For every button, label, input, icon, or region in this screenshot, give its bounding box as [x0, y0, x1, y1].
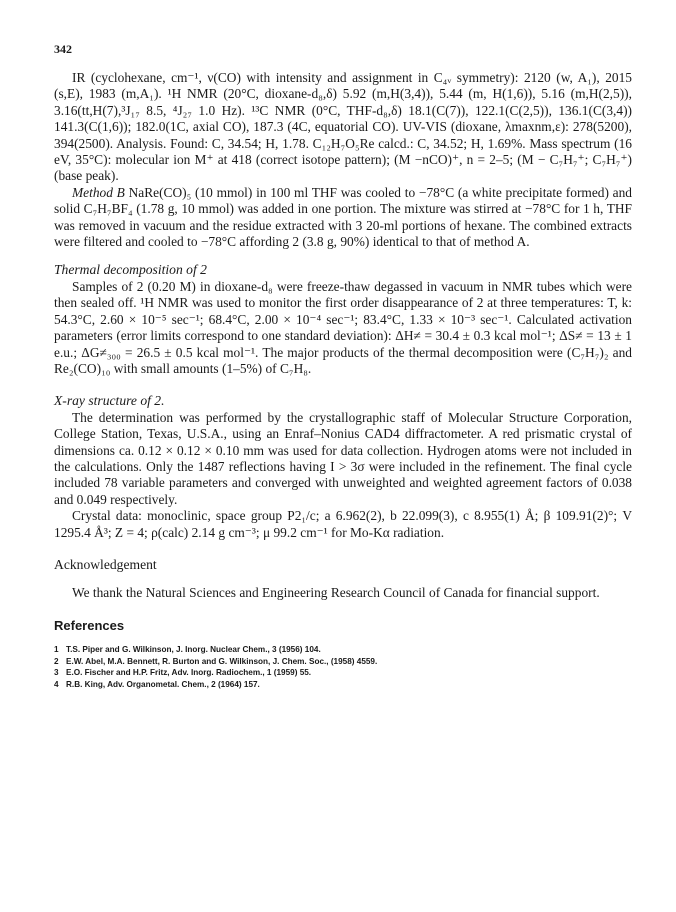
reference-number: 4 — [54, 679, 59, 689]
reference-item — [54, 656, 632, 668]
reference-text: T.S. Piper and G. Wilkinson, J. Inorg. Nuclear Chem., 3 (1956) 104. — [66, 645, 321, 655]
xray-structure-paragraph: The determination was performed by the crystallographic staff of Molecular Structure Corporation, College Station, Texas, U.S.A., using an Enraf–Nonius CAD4 diffractometer. A red prismatic crystal of dimensions ca. 0.12 × 0.12 × 0.10 mm was used for data collection. Hydrogen atoms were not included in the calculations. Only the 1487 reflections having I > 3σ were included in the refinement. The final cycle included 78 variable parameters and converged with unweighted and weighted agreement factors of 0.038 and 0.049 respectively. — [54, 409, 632, 507]
reference-text: E.W. Abel, M.A. Bennett, R. Burton and G. Wilkinson, J. Chem. Soc., (1958) 4559. — [66, 656, 378, 666]
reference-number: 2 — [54, 656, 59, 666]
article-body — [54, 70, 632, 691]
reference-item — [54, 667, 632, 679]
references-heading: References — [54, 617, 125, 633]
spectroscopy-paragraph: IR (cyclohexane, cm⁻¹, ν(CO) with intensity and assignment in C₄ᵥ symmetry): 2120 (w, A₁), 2015 (s,E), 1983 (m,A₁). ¹H NMR (20°C, dioxane-d₈,δ) 5.92 (m,H(3,4)), 5.44 (m, H(1,6)), 5.16 (m,H(2,5)), 3.16(tt,H(7),³J₁₇ 8.5, ⁴J₂₇ 1.0 Hz). ¹³C NMR (0°C, THF-d₈,δ) 18.1(C(7)), 122.1(C(2,5)), 136.1(C(3,4)) 141.3(C(1,6)); 182.0(1C, axial CO), 187.3 (4C, equatorial CO). UV-VIS (dioxane, λmaxnm,ε): 278(5200), 394(2500). Analysis. Found: C, 34.54; H, 1.78. C₁₂H₇O₅Re calcd.: C, 34.52; H, 1.69%. Mass spectrum (16 eV, 35°C): molecular ion M⁺ at 418 (correct isotope pattern); (M −nCO)⁺, n = 2–5; (M − C₇H₇⁺; C₇H₇⁺) (base peak). — [54, 70, 632, 184]
reference-item — [54, 679, 632, 691]
page-number: 342 — [54, 42, 72, 56]
method-b-paragraph — [54, 185, 632, 251]
xray-structure-heading: X-ray structure of 2. — [54, 393, 165, 409]
reference-text: E.O. Fischer and H.P. Fritz, Adv. Inorg. Radiochem., 1 (1959) 55. — [66, 668, 312, 678]
reference-item — [54, 644, 632, 656]
acknowledgement-text: We thank the Natural Sciences and Engineering Research Council of Canada for financial support. — [72, 585, 600, 601]
reference-list — [54, 644, 632, 690]
thermal-decomposition-heading: Thermal decomposition of 2 — [54, 262, 207, 278]
reference-number: 1 — [54, 645, 59, 655]
reference-number: 3 — [54, 668, 59, 678]
method-b-label: Method B — [72, 184, 125, 200]
method-b-text: NaRe(CO)₅ (10 mmol) in 100 ml THF was cooled to −78°C (a white precipitate formed) and solid C₇H₇BF₄ (1.78 g, 10 mmol) was added in one portion. The mixture was stirred at −78°C for 1 h, THF was removed in vacuum and the residue extracted with 3 20-ml portions of hexane. The combined extracts were filtered and cooled to −78°C affording 2 (3.8 g, 90%) identical to that of method A. — [54, 184, 632, 250]
thermal-decomposition-paragraph: Samples of 2 (0.20 M) in dioxane-d₈ were freeze-thaw degassed in vacuum in NMR tubes which were then sealed off. ¹H NMR was used to monitor the first order disappearance of 2 at three temperatures: T, k: 54.3°C, 2.60 × 10⁻⁵ sec⁻¹; 68.4°C, 2.00 × 10⁻⁴ sec⁻¹; 83.4°C, 1.33 × 10⁻³ sec⁻¹. Calculated activation parameters (error limits correspond to one standard deviation): ΔH≠ = 30.4 ± 0.3 kcal mol⁻¹; ΔS≠ = 13 ± 1 e.u.; ΔG≠₃₀₀ = 26.5 ± 0.5 kcal mol⁻¹. The major products of the thermal decomposition were (C₇H₇)₂ and Re₂(CO)₁₀ with small amounts (1–5%) of C₇H₈. — [54, 278, 632, 376]
acknowledgement-heading: Acknowledgement — [54, 556, 157, 572]
reference-text: R.B. King, Adv. Organometal. Chem., 2 (1964) 157. — [66, 679, 260, 689]
crystal-data-paragraph: Crystal data: monoclinic, space group P2₁/c; a 6.962(2), b 22.099(3), c 8.955(1) Å; β 109.91(2)°; V 1295.4 Å³; Z = 4; ρ(calc) 2.14 g cm⁻³; μ 99.2 cm⁻¹ for Mo-Kα radiation. — [54, 508, 632, 540]
